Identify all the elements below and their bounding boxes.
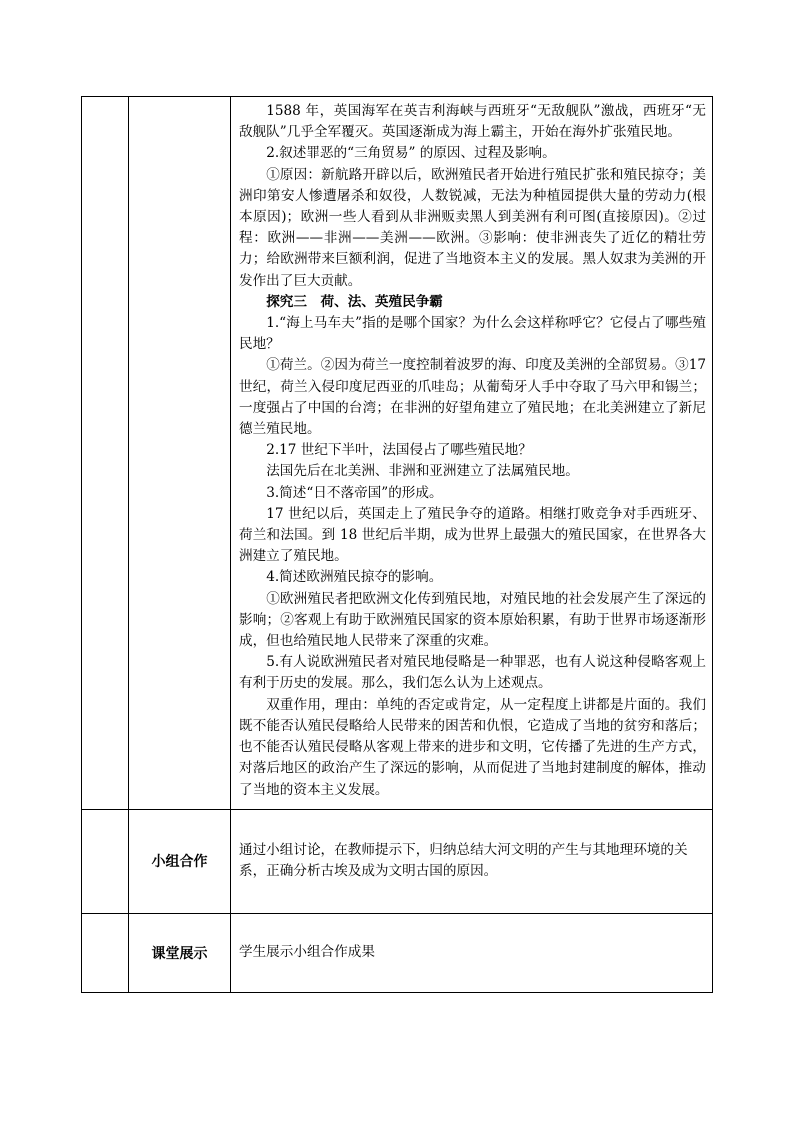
question-heading: 2.叙述罪恶的“三角贸易” 的原因、过程及影响。 bbox=[266, 145, 556, 162]
class-show-label: 课堂展示 bbox=[129, 913, 231, 992]
paragraph: ①原因：新航路开辟以后，欧洲殖民者开始进行殖民扩张和殖民掠夺；美洲印第安人惨遭屠杀和奴役，人数锐减，无法为种植园提供大量的劳动力(根本原因)；欧洲一些人看到从非洲贩卖黑人到美洲有利可图(直接原因)。②过程：欧洲——非洲——美洲——欧洲。③影响：使非洲丧失了近亿的精壮劳力；给欧洲带来巨额利润，促进了当地资本主义的发展。黑人奴隶为美洲的开发作出了巨大贡献。 bbox=[239, 166, 706, 289]
blank-cell bbox=[82, 809, 129, 913]
question-heading: 1.“海上马车夫”指的是哪个国家？为什么会这样称呼它？它侵占了哪些殖民地？ bbox=[239, 315, 706, 353]
question-heading: 5.有人说欧洲殖民者对殖民地侵略是一种罪恶，也有人说这种侵略客观上有利于历史的发展。那么，我们怎么认为上述观点。 bbox=[239, 654, 706, 692]
group-work-row bbox=[82, 809, 713, 913]
blank-cell bbox=[82, 97, 129, 810]
group-work-text: 通过小组讨论，在教师提示下，归纳总结大河文明的产生与其地理环境的关系，正确分析古埃及成为文明古国的原因。 bbox=[231, 809, 713, 913]
blank-cell bbox=[82, 913, 129, 992]
question-heading: 3.简述“日不落帝国”的形成。 bbox=[266, 484, 443, 501]
question-heading: 4.简述欧洲殖民掠夺的影响。 bbox=[266, 569, 443, 586]
paragraph: 17 世纪以后，英国走上了殖民争夺的道路。相继打败竞争对手西班牙、荷兰和法国。到 18 世纪后半期，成为世界上最强大的殖民国家，在世界各大洲建立了殖民地。 bbox=[239, 505, 706, 565]
paragraph: 1588 年，英国海军在英吉利海峡与西班牙“无敌舰队”激战，西班牙“无敌舰队”几乎全军覆灭。英国逐渐成为海上霸主，开始在海外扩张殖民地。 bbox=[239, 103, 706, 141]
group-work-label: 小组合作 bbox=[129, 809, 231, 913]
blank-label-cell bbox=[129, 97, 231, 810]
paragraph: ①荷兰。②因为荷兰一度控制着波罗的海、印度及美洲的全部贸易。③17 世纪，荷兰入侵印度尼西亚的爪哇岛；从葡萄牙人手中夺取了马六甲和锡兰；一度强占了中国的台湾；在非洲的好望角建立了殖民地；在北美洲建立了新尼德兰殖民地。 bbox=[239, 357, 706, 438]
paragraph: 双重作用，理由：单纯的否定或肯定，从一定程度上讲都是片面的。我们既不能否认殖民侵略给人民带来的困苦和仇恨，它造成了当地的贫穷和落后；也不能否认殖民侵略从客观上带来的进步和文明，它传播了先进的生产方式，对落后地区的政治产生了深远的影响，从而促进了当地封建制度的解体，推动了当地的资本主义发展。 bbox=[239, 696, 706, 798]
content-row bbox=[82, 97, 713, 810]
question-heading: 2.17 世纪下半叶，法国侵占了哪些殖民地？ bbox=[266, 442, 532, 459]
section-heading: 探究三 荷、法、英殖民争霸 bbox=[266, 293, 443, 310]
content-cell bbox=[231, 97, 713, 810]
lesson-table bbox=[81, 96, 713, 993]
content-text bbox=[231, 97, 712, 809]
paragraph: 法国先后在北美洲、非洲和亚洲建立了法属殖民地。 bbox=[266, 463, 579, 480]
class-show-text: 学生展示小组合作成果 bbox=[231, 913, 713, 992]
class-show-row bbox=[82, 913, 713, 992]
paragraph: ①欧洲殖民者把欧洲文化传到殖民地，对殖民地的社会发展产生了深远的影响；②客观上有助于欧洲殖民国家的资本原始积累，有助于世界市场逐渐形成，但也给殖民地人民带来了深重的灾难。 bbox=[239, 590, 706, 650]
